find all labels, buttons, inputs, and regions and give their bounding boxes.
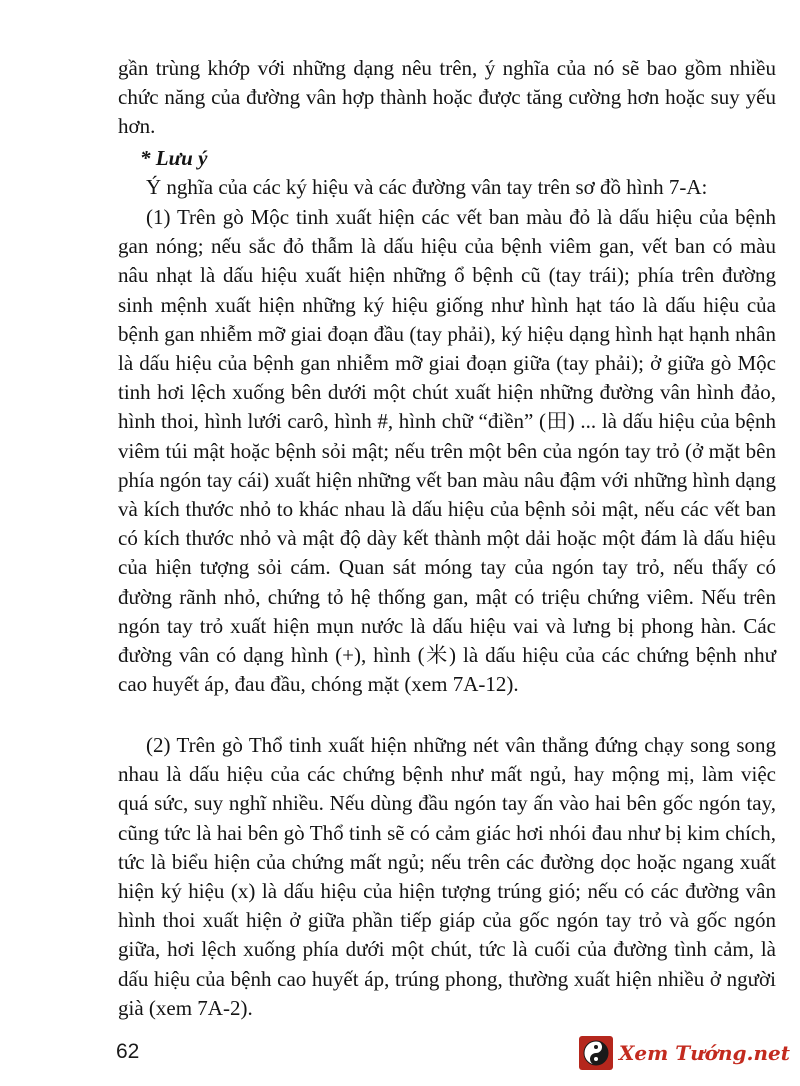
paragraph-2-block bbox=[118, 731, 776, 1023]
top-paragraph-block bbox=[118, 54, 776, 142]
intro-sentence: Ý nghĩa của các ký hiệu và các đường vân tay trên sơ đồ hình 7-A: bbox=[146, 175, 708, 199]
yin-yang-icon bbox=[579, 1036, 613, 1070]
paragraph-1-block bbox=[118, 203, 776, 699]
paragraph-2: (2) Trên gò Thổ tinh xuất hiện những nét vân thẳng đứng chạy song song nhau là dấu hiệu của các chứng bệnh như mất ngủ, hay mộng mị, làm việc quá sức, suy nghĩ nhiều. Nếu dùng đầu ngón tay ấn vào hai bên gốc ngón tay, cũng tức là hai bên gò Thổ tinh sẽ có cảm giác hơi nhói đau như bị kim chích, tức là biểu hiện của chứng mất ngủ; nếu trên các đường dọc hoặc ngang xuất hiện ký hiệu (x) là dấu hiệu của hiện tượng trúng gió; nếu có các đường vân hình thoi xuất hiện ở giữa phần tiếp giáp của gốc ngón tay trỏ và gốc ngón giữa, hơi lệch xuống phía dưới một chút, tức là cuối của đường tình cảm, là dấu hiệu của bệnh cao huyết áp, trúng phong, thường xuất hiện nhiều ở người già (xem 7A-2). bbox=[118, 733, 776, 1020]
watermark[interactable] bbox=[579, 1032, 790, 1074]
top-paragraph: gần trùng khớp với những dạng nêu trên, ý nghĩa của nó sẽ bao gồm nhiều chức năng của đường vân hợp thành hoặc được tăng cường hơn hoặc suy yếu hơn. bbox=[118, 56, 776, 139]
page-number: 62 bbox=[116, 1040, 140, 1063]
note-heading-block bbox=[140, 144, 798, 173]
paragraph-1: (1) Trên gò Mộc tinh xuất hiện các vết ban màu đỏ là dấu hiệu của bệnh gan nóng; nếu sắc đỏ thẫm là dấu hiệu của bệnh viêm gan, vết ban có màu nâu nhạt là dấu hiệu xuất hiện những ổ bệnh cũ (tay trái); phía trên đường sinh mệnh xuất hiện những ký hiệu giống như hình hạt táo là dấu hiệu của bệnh gan nhiễm mỡ giai đoạn đầu (tay phải), ký hiệu dạng hình hạt hạnh nhân là dấu hiệu của bệnh gan nhiễm mỡ giai đoạn giữa (tay phải); ở giữa gò Mộc tinh hơi lệch xuống bên dưới một chút xuất hiện những đường vân hình đảo, hình thoi, hình lưới carô, hình #, hình chữ “điền” (田) ... là dấu hiệu của bệnh viêm túi mật hoặc bệnh sỏi mật; nếu trên một bên của ngón tay trỏ (ở mặt bên phía ngón tay cái) xuất hiện những vết ban màu nâu đậm với những hình dạng và kích thước nhỏ to khác nhau là dấu hiệu của bệnh sỏi mật, nếu các vết ban có kích thước nhỏ và mật độ dày kết thành một dải hoặc một đám là dấu hiệu của hiện tượng sỏi cám. Quan sát móng tay của ngón tay trỏ, nếu thấy có đường rãnh nhỏ, chứng tỏ hệ thống gan, mật có triệu chứng viêm. Nếu trên ngón tay trỏ xuất hiện mụn nước là dấu hiệu vai và lưng bị phong hàn. Các đường vân có dạng hình (+), hình (米) là dấu hiệu của các chứng bệnh như cao huyết áp, đau đầu, chóng mặt (xem 7A-12). bbox=[118, 205, 776, 697]
watermark-text: Xem Tướng.net bbox=[618, 1041, 790, 1065]
note-heading: * Lưu ý bbox=[140, 146, 208, 170]
intro-block bbox=[118, 173, 776, 202]
